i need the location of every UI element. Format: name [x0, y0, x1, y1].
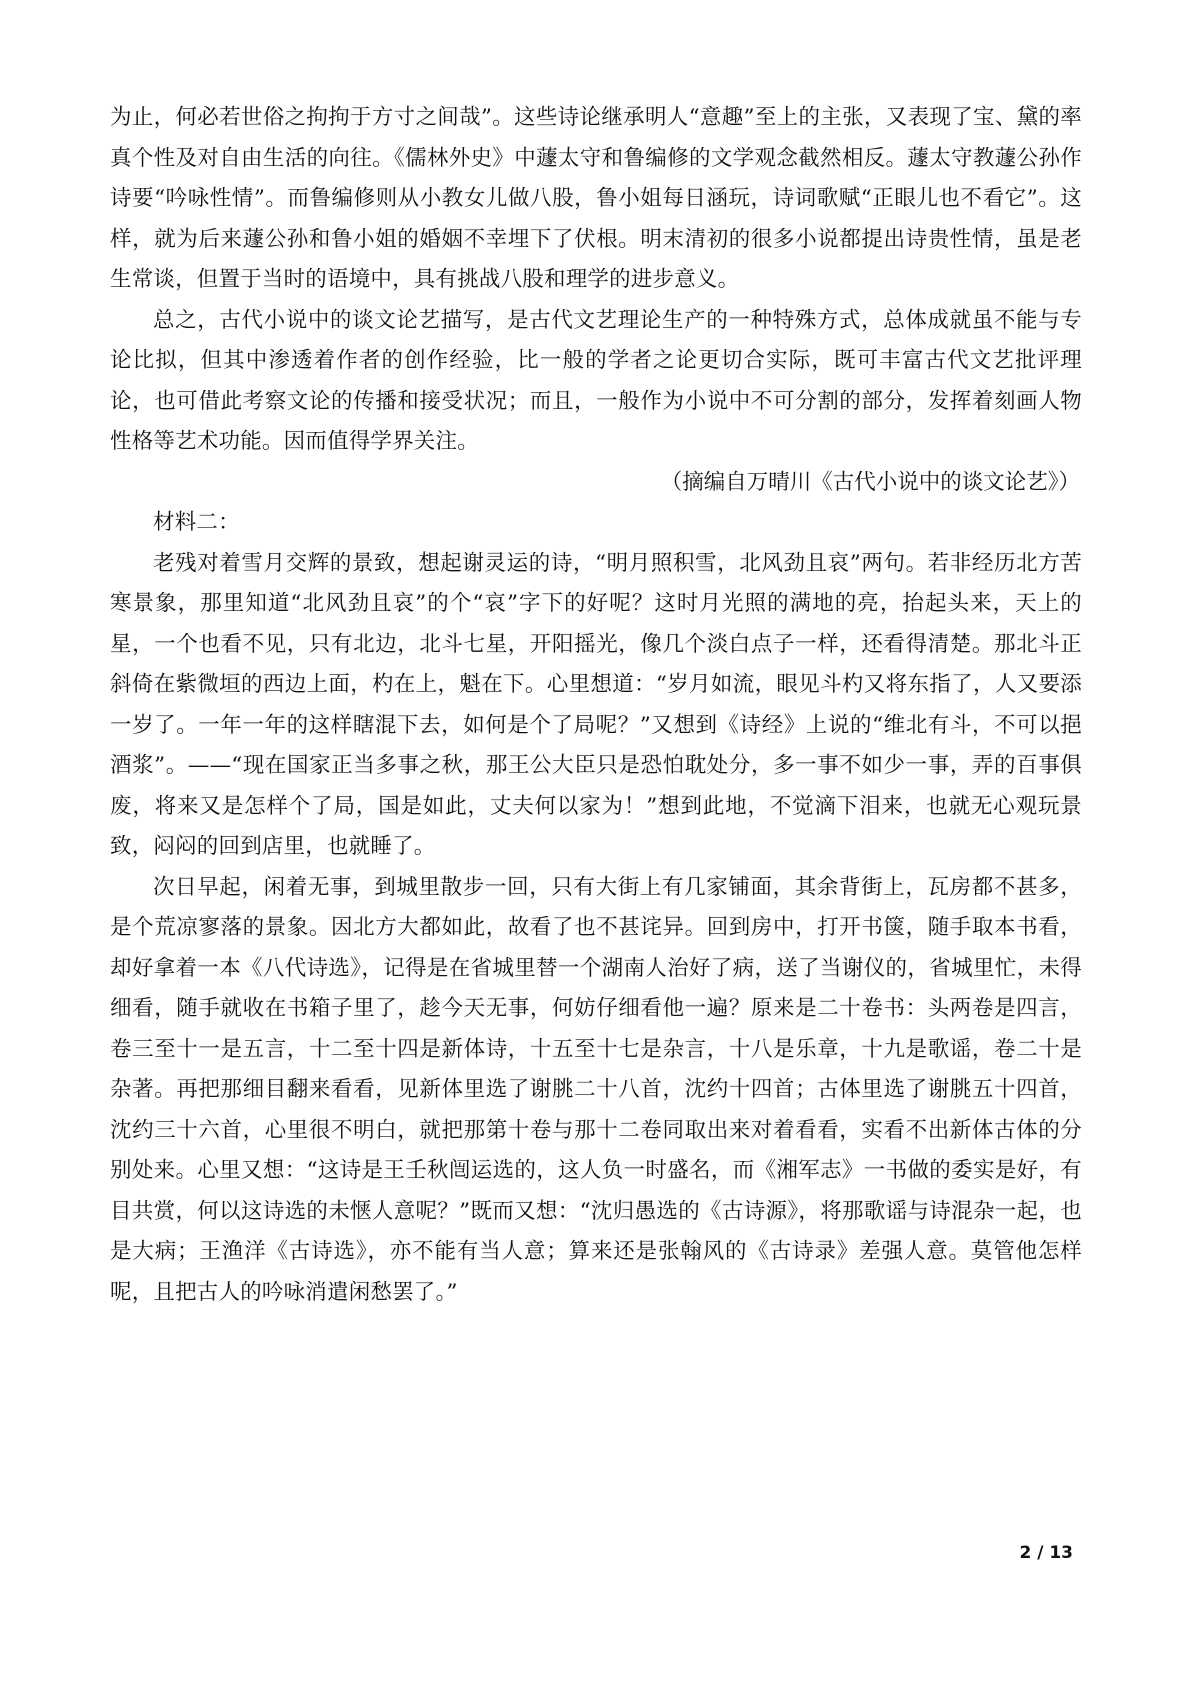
source-citation: （摘编自万晴川《古代小说中的谈文论艺》） — [660, 469, 1080, 495]
material-heading: 材料二： — [153, 510, 240, 535]
document-page — [110, 98, 1082, 1313]
paragraph-continued: 为止，何必若世俗之拘拘于方寸之间哉”。这些诗论继承明人“意趣”至上的主张，又表现了宝、黛的率真个性及对自由生活的向往。《儒林外史》中蘧太守和鲁编修的文学观念截然相反。蘧太守教蘧公孙作诗要“吟咏性情”。而鲁编修则从小教女儿做八股，鲁小姐每日涵玩，诗词歌赋“正眼儿也不看它”。这样，就为后来蘧公孙和鲁小姐的婚姻不幸埋下了伏根。明末清初的很多小说都提出诗贵性情，虽是老生常谈，但置于当时的语境中，具有挑战八股和理学的进步意义。 — [110, 105, 1082, 292]
page-number: 2 / 13 — [1019, 1543, 1073, 1563]
paragraph-conclusion: 总之，古代小说中的谈文论艺描写，是古代文艺理论生产的一种特殊方式，总体成就虽不能与专论比拟，但其中渗透着作者的创作经验，比一般的学者之论更切合实际，既可丰富古代文艺批评理论，也可借此考察文论的传播和接受状况；而且，一般作为小说中不可分割的部分，发挥着刻画人物性格等艺术功能。因而值得学界关注。 — [110, 307, 1082, 454]
paragraph-laocan-night: 老残对着雪月交辉的景致，想起谢灵运的诗，“明月照积雪，北风劲且哀”两句。若非经历北方苦寒景象，那里知道“北风劲且哀”的个“哀”字下的好呢？这时月光照的满地的亮，抬起头来，天上的星，一个也看不见，只有北边，北斗七星，开阳摇光，像几个淡白点子一样，还看得清楚。那北斗正斜倚在紫微垣的西边上面，杓在上，魁在下。心里想道：“岁月如流，眼见斗杓又将东指了，人又要添一岁了。一年一年的这样瞎混下去，如何是个了局呢？”又想到《诗经》上说的“维北有斗，不可以挹酒浆”。——“现在国家正当多事之秋，那王公大臣只是恐怕耽处分，多一事不如少一事，弄的百事俱废，将来又是怎样个了局，国是如此，丈夫何以家为！”想到此地，不觉滴下泪来，也就无心观玩景致，闷闷的回到店里，也就睡了。 — [110, 550, 1082, 859]
paragraph-laocan-morning: 次日早起，闲着无事，到城里散步一回，只有大街上有几家铺面，其余背街上，瓦房都不甚多，是个荒凉寥落的景象。因北方大都如此，故看了也不甚诧异。回到房中，打开书箧，随手取本书看，却好拿着一本《八代诗选》，记得是在省城里替一个湖南人治好了病，送了当谢仪的，省城里忙，未得细看，随手就收在书箱子里了，趁今天无事，何妨仔细看他一遍？原来是二十卷书：头两卷是四言，卷三至十一是五言，十二至十四是新体诗，十五至十七是杂言，十八是乐章，十九是歌谣，卷二十是杂著。再把那细目翻来看看，见新体里选了谢朓二十八首，沈约十四首；古体里选了谢朓五十四首，沈约三十六首，心里很不明白，就把那第十卷与那十二卷同取出来对着看看，实看不出新体古体的分别处来。心里又想：“这诗是王壬秋闿运选的，这人负一时盛名，而《湘军志》一书做的委实是好，有目共赏，何以这诗选的未惬人意呢？”既而又想：“沈归愚选的《古诗源》，将那歌谣与诗混杂一起，也是大病；王渔洋《古诗选》，亦不能有当人意；算来还是张翰风的《古诗录》差强人意。莫管他怎样呢，且把古人的吟咏消遣闲愁罢了。” — [110, 874, 1082, 1305]
